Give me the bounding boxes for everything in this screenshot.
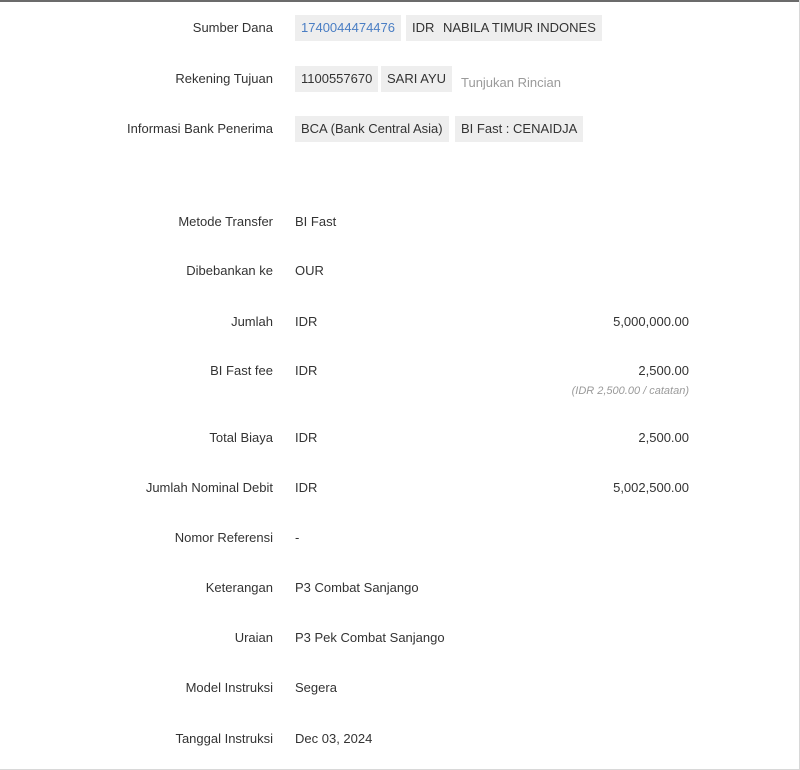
metode-transfer-value: BI Fast <box>295 214 337 229</box>
row-uraian <box>0 625 800 651</box>
total-biaya-currency: IDR <box>295 430 318 445</box>
uraian-label: Uraian <box>234 630 273 645</box>
destination-account-name: SARI AYU <box>381 66 452 92</box>
row-rekening-tujuan <box>0 66 800 92</box>
jumlah-nominal-debit-currency: IDR <box>295 480 318 495</box>
row-model-instruksi <box>0 675 800 701</box>
bi-fast-fee-currency: IDR <box>295 363 318 378</box>
row-metode-transfer <box>0 209 800 235</box>
tanggal-instruksi-value: Dec 03, 2024 <box>295 731 373 746</box>
row-total-biaya <box>0 425 800 451</box>
uraian-value: P3 Pek Combat Sanjango <box>295 630 445 645</box>
destination-account-number: 1100557670 <box>295 66 378 92</box>
row-keterangan <box>0 575 800 601</box>
jumlah-label: Jumlah <box>231 314 273 329</box>
jumlah-nominal-debit-amount: 5,002,500.00 <box>613 480 689 495</box>
bi-fast-fee-note: (IDR 2,500.00 / catatan) <box>571 385 689 397</box>
dibebankan-label: Dibebankan ke <box>186 263 273 278</box>
bi-fast-fee-label: BI Fast fee <box>210 363 273 378</box>
row-jumlah-nominal-debit <box>0 475 800 501</box>
rekening-tujuan-label: Rekening Tujuan <box>175 71 273 86</box>
source-account-number[interactable]: 1740044474476 <box>295 15 401 41</box>
row-sumber-dana <box>0 15 800 41</box>
total-biaya-amount: 2,500.00 <box>638 430 689 445</box>
bank-name: BCA (Bank Central Asia) <box>295 116 449 142</box>
dibebankan-value: OUR <box>295 263 324 278</box>
tanggal-instruksi-label: Tanggal Instruksi <box>175 731 273 746</box>
jumlah-amount: 5,000,000.00 <box>613 314 689 329</box>
row-tanggal-instruksi <box>0 726 800 752</box>
row-jumlah <box>0 309 800 335</box>
model-instruksi-label: Model Instruksi <box>185 680 273 695</box>
bi-fast-fee-amount: 2,500.00 <box>638 363 689 378</box>
bank-code: BI Fast : CENAIDJA <box>455 116 583 142</box>
nomor-referensi-value: - <box>295 530 300 545</box>
informasi-bank-label: Informasi Bank Penerima <box>127 121 273 136</box>
metode-transfer-label: Metode Transfer <box>178 214 273 229</box>
nomor-referensi-label: Nomor Referensi <box>174 530 273 545</box>
jumlah-nominal-debit-label: Jumlah Nominal Debit <box>145 480 273 495</box>
jumlah-currency: IDR <box>295 314 318 329</box>
keterangan-value: P3 Combat Sanjango <box>295 580 419 595</box>
show-details-link[interactable]: Tunjukan Rincian <box>461 75 561 90</box>
row-bi-fast-fee <box>0 358 800 397</box>
row-informasi-bank <box>0 116 800 142</box>
total-biaya-label: Total Biaya <box>209 430 273 445</box>
model-instruksi-value: Segera <box>295 680 337 695</box>
sumber-dana-label: Sumber Dana <box>192 20 273 35</box>
source-account-name: NABILA TIMUR INDONES <box>437 15 602 41</box>
top-border <box>0 0 800 2</box>
keterangan-label: Keterangan <box>205 580 273 595</box>
row-nomor-referensi <box>0 525 800 551</box>
row-dibebankan <box>0 258 800 284</box>
source-currency: IDR <box>406 15 440 41</box>
